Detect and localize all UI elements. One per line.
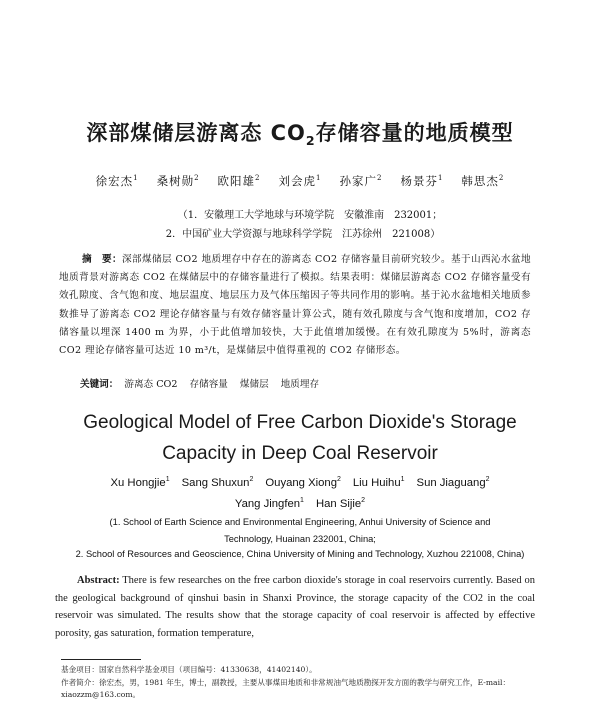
footnote-divider xyxy=(61,659,141,660)
english-affiliation-1 xyxy=(0,514,600,548)
english-abstract xyxy=(55,572,535,642)
english-author: Ouyang Xiong$^2$ xyxy=(265,476,341,489)
chinese-author: 徐宏杰$^1$ xyxy=(95,174,139,188)
chinese-keywords-label: 关键词： xyxy=(80,379,119,390)
english-title-line-2: Capacity in Deep Coal Reservoir xyxy=(162,443,438,464)
english-affiliation-2: 2. School of Resources and Geoscience, China University of Mining and Technology, Xuzhou 221008, China) xyxy=(75,549,525,559)
footnote-fund: 基金项目：国家自然科学基金项目（项目编号：41330638，41402140）。 xyxy=(61,665,317,674)
chinese-author: 孙家广$^2$ xyxy=(339,174,383,188)
chinese-author-list xyxy=(0,173,600,189)
chinese-abstract-label: 摘 要： xyxy=(82,254,123,265)
chinese-author: 刘会虎$^1$ xyxy=(278,174,322,188)
footnotes xyxy=(61,664,535,702)
english-abstract-label: Abstract: xyxy=(77,575,120,586)
english-author-list xyxy=(0,471,600,513)
chinese-author: 韩思杰$^2$ xyxy=(461,174,505,188)
english-author: Sang Shuxun$^2$ xyxy=(181,476,254,489)
english-title-line-1: Geological Model of Free Carbon Dioxide's Storage xyxy=(83,412,517,433)
chinese-title: 深部煤储层游离态 $CO_2$存储容量的地质模型 xyxy=(86,121,514,149)
english-affiliation-1-line-1: (1. School of Earth Science and Environmental Engineering, Anhui University of Science and xyxy=(109,517,491,527)
chinese-abstract-text: 深部煤储层 CO2 地质埋存中存在的游离态 CO2 存储容量目前研究较少。基于山西沁水盆地地质背景对游离态 CO2 在煤储层中的存储容量进行了模拟。结果表明：煤储层游离态 CO2 存储容量受有效孔隙度、含气饱和度、地层温度、地层压力及气体压缩因子等共同作用的影响。基于沁水盆地相关地质参数推导了游离态 CO2 理论存储容量与有效存储容量计算公式，随有效孔隙度与含气饱和度增加，CO2 存储容量以埋深 1400 m 为界，小于此值增加较快，大于此值增加缓慢。在有效孔隙度为 5%时，游离态 CO2 理论存储容量可达近 10 m³/t，是煤储层中值得重视的 CO2 存储形态。 xyxy=(59,254,531,357)
keyword: 地质埋存 xyxy=(280,379,320,390)
keyword: 游离态 CO2 xyxy=(124,379,178,390)
english-affiliation-1-line-2: Technology, Huainan 232001, China; xyxy=(224,534,376,544)
english-author: Liu Huihu$^1$ xyxy=(352,476,405,489)
english-author: Han Sijie$^2$ xyxy=(315,496,366,510)
footnote-author-bio: 作者简介：徐宏杰，男，1981 年生，博士，副教授，主要从事煤田地质和非常规油气地质勘探开发方面的教学与研究工作，E-mail：xiaozzm@163.com。 xyxy=(61,677,511,699)
english-author: Xu Hongjie$^1$ xyxy=(110,476,170,489)
chinese-affiliation-1: （1．安徽理工大学地球与环境学院 安徽淮南 232001； xyxy=(177,210,443,221)
chinese-affiliation-2: 2．中国矿业大学资源与地球科学学院 江苏徐州 221008） xyxy=(165,229,441,240)
english-author: Sun Jiaguang$^2$ xyxy=(416,476,490,489)
keyword: 存储容量 xyxy=(189,379,228,390)
chinese-author: 杨景芬$^1$ xyxy=(400,174,444,188)
chinese-keywords xyxy=(80,376,331,390)
english-title xyxy=(0,407,600,469)
english-author-line-1 xyxy=(0,471,600,492)
chinese-author: 欧阳雄$^2$ xyxy=(217,174,261,188)
chinese-abstract xyxy=(59,251,531,360)
english-author: Yang Jingfen$^1$ xyxy=(234,496,304,510)
english-author-line-2 xyxy=(0,492,600,513)
chinese-author: 桑树勋$^2$ xyxy=(156,174,200,188)
english-abstract-text: There is few researches on the free carbon dioxide's storage in coal reservoirs currently. Based on the geological background of qinshui basin in Shanxi Province, the storage capacity of the CO2 in the coal reservoir was simulated. The results show that the storage capacity of coal reservoir is affected by effective porosity, gas saturation, formation temperature, xyxy=(55,575,535,639)
keyword: 煤储层 xyxy=(239,379,269,390)
